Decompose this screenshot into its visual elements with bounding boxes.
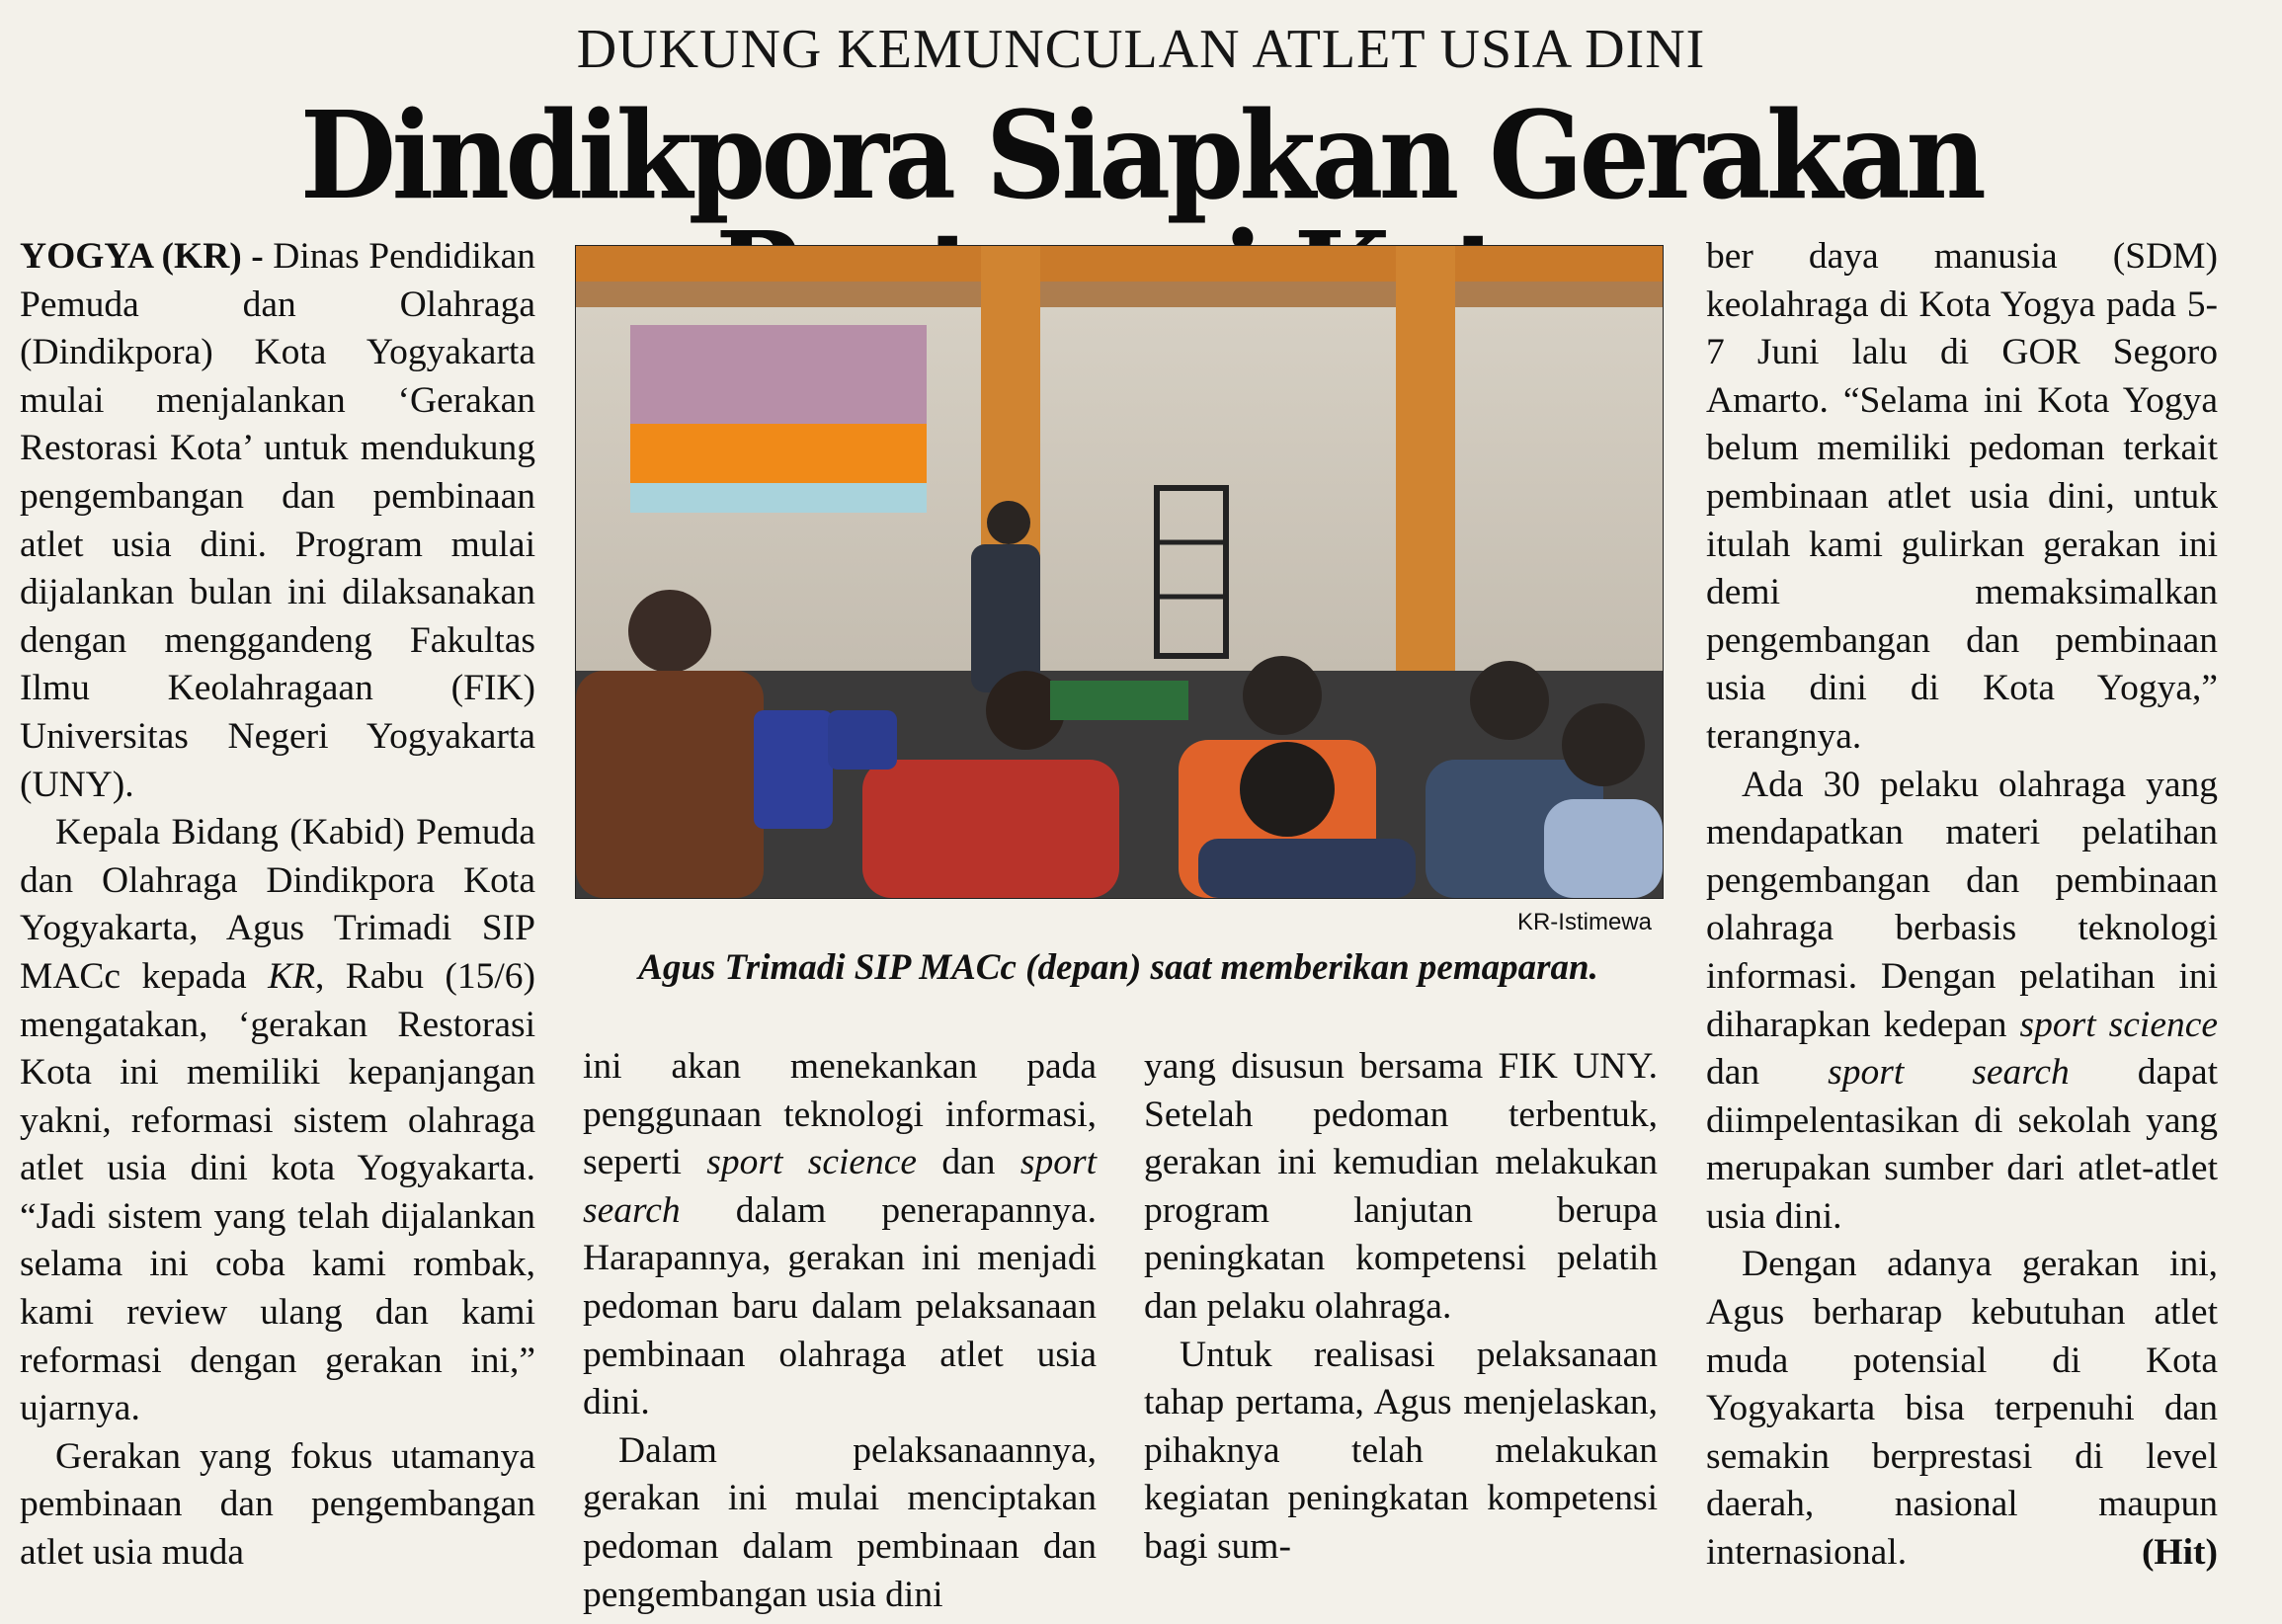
paragraph-1: ber daya manusia (SDM) keolahraga di Kota Yogya pada 5-7 Juni lalu di GOR Segoro Amarto. “Selama ini Kota Yogya belum memiliki pedoman terkait pembinaan atlet usia dini, untuk itulah kami gulirkan gerakan ini demi memaksimalkan pengembangan dan pembinaan usia dini di Kota Yogya,” terangnya. bbox=[1706, 236, 2218, 757]
article-column-4 bbox=[1706, 233, 2218, 1616]
paragraph-text: Ada 30 pelaku olahraga yang mendapatkan materi pelatihan pengembangan dan pembinaan olahraga berbasis teknologi informasi. Dengan pelatihan ini diharapkan kedepan bbox=[1706, 764, 2218, 1045]
paragraph-text: dalam penerapannya. Harapannya, gerakan ini menjadi pedoman baru dalam pelaksanaan pembinaan olahraga atlet usia dini. bbox=[583, 1189, 1097, 1423]
article-column-1 bbox=[20, 233, 535, 1616]
kr-italic: KR bbox=[268, 955, 315, 997]
kicker: DUKUNG KEMUNCULAN ATLET USIA DINI bbox=[576, 19, 1706, 80]
paragraph-text: , Rabu (15/6) mengatakan, ‘gerakan Restorasi Kota ini memiliki kepanjangan yakni, reformasi sistem olahraga atlet usia dini kota Yogyakarta. “Jadi sistem yang telah dijalankan selama ini coba kami rombak, kami review ulang dan kami reformasi dengan gerakan ini,” ujarnya. bbox=[20, 955, 535, 1429]
paragraph-2 bbox=[1706, 762, 2218, 1242]
paragraph-3 bbox=[1706, 1241, 2218, 1577]
paragraph-1 bbox=[583, 1043, 1097, 1427]
paragraph-text: dan bbox=[1706, 1052, 1760, 1094]
term-italic: sport science bbox=[2019, 1004, 2218, 1045]
paragraph-text: Dengan adanya gerakan ini, Agus berharap kebutuhan atlet muda potensial di Kota Yogyakarta bisa terpenuhi dan semakin berprestasi di level daerah, nasional maupun internasional. bbox=[1706, 1244, 2218, 1574]
photo-credit: KR-Istimewa bbox=[1516, 909, 1652, 935]
paragraph-text: Kepala Bidang (Kabid) Pemuda dan Olahraga Dindikpora Kota Yogyakarta, Agus Trimadi SIP MACc kepada bbox=[20, 812, 535, 997]
article-column-2 bbox=[583, 1043, 1097, 1616]
article-column-3 bbox=[1144, 1043, 1658, 1616]
paragraph-text: Dinas Pendidikan Pemuda dan Olahraga (Dindikpora) Kota Yogyakarta mulai menjalankan ‘Gerakan Restorasi Kota’ untuk mendukung pengembangan dan pembinaan atlet usia dini. Program mulai dijalankan bulan ini dilaksanakan dengan menggandeng Fakultas Ilmu Keolahragaan (FIK) Universitas Negeri Yogyakarta (UNY). bbox=[20, 236, 535, 805]
term-italic: sport search bbox=[1828, 1052, 2070, 1094]
article-photo bbox=[575, 245, 1664, 899]
term-italic: sport search bbox=[583, 1142, 1097, 1231]
paragraph-2 bbox=[20, 809, 535, 1433]
author-signature: (Hit) bbox=[2141, 1532, 2218, 1574]
paragraph-1 bbox=[20, 233, 535, 809]
dateline: YOGYA (KR) - bbox=[20, 236, 264, 277]
photo-caption: Agus Trimadi SIP MACc (depan) saat memberikan pemaparan. bbox=[638, 947, 1598, 988]
paragraph-2: Dalam pelaksanaannya, gerakan ini mulai menciptakan pedoman dalam pembinaan dan pengembangan usia dini bbox=[583, 1429, 1097, 1615]
photo-illustration bbox=[576, 246, 1663, 898]
paragraph-2: Untuk realisasi pelaksanaan tahap pertama, Agus menjelaskan, pihaknya telah melakukan kegiatan peningkatan kompetensi bagi sum- bbox=[1144, 1334, 1658, 1567]
paragraph-1: yang disusun bersama FIK UNY. Setelah pedoman terbentuk, gerakan ini kemudian melakukan program lanjutan berupa peningkatan kompetensi pelatih dan pelaku olahraga. bbox=[1144, 1046, 1658, 1327]
paragraph-text: dan bbox=[941, 1142, 996, 1183]
term-italic: sport science bbox=[706, 1142, 918, 1183]
paragraph-text: ini akan menekankan pada penggunaan teknologi informasi, seperti bbox=[583, 1046, 1097, 1183]
paragraph-3: Gerakan yang fokus utamanya pembinaan dan pengembangan atlet usia muda bbox=[20, 1435, 535, 1574]
headline: Dindikpora Siapkan Gerakan bbox=[299, 84, 1983, 226]
paragraph-text: dapat diimpelentasikan di sekolah yang merupakan sumber dari atlet-atlet usia dini. bbox=[1706, 1052, 2219, 1237]
